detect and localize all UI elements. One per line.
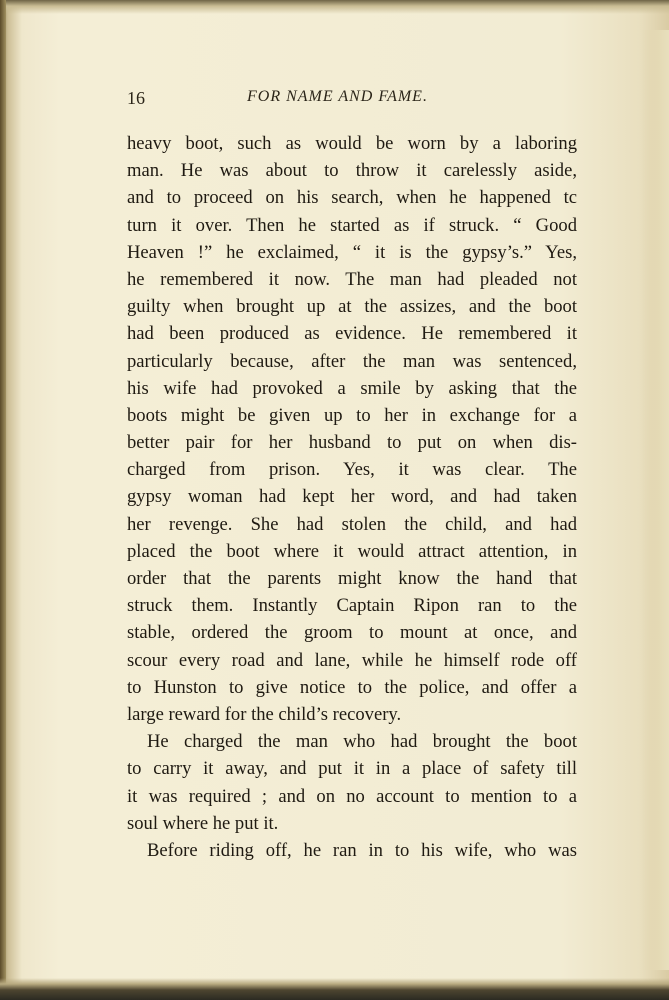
text-line: heavy boot, such as would be worn by a laboring	[127, 133, 577, 154]
text-line: turn it over. Then he started as if struck. “ Good	[127, 214, 577, 236]
text-line: scour every road and lane, while he himself rode off	[127, 649, 577, 671]
text-line: her revenge. She had stolen the child, and had	[127, 513, 577, 535]
text-line: particularly because, after the man was sentenced,	[127, 350, 577, 372]
text-line: had been produced as evidence. He remembered it	[127, 323, 577, 345]
page-header	[127, 88, 577, 116]
text-line: his wife had provoked a smile by asking that the	[127, 377, 577, 399]
text-line: and to proceed on his search, when he happened tc	[127, 187, 577, 209]
text-line: placed the boot where it would attract attention, in	[127, 540, 577, 562]
text-line: large reward for the child’s recovery.	[127, 703, 402, 725]
text-line: boots might be given up to her in exchange for a	[127, 404, 577, 426]
text-line: man. He was about to throw it carelessly aside,	[127, 160, 577, 182]
text-line: better pair for her husband to put on when dis-	[127, 432, 577, 454]
page-number: 16	[127, 88, 145, 108]
text-line: Heaven !” he exclaimed, “ it is the gypsy’s.” Yes,	[127, 241, 577, 263]
text-line: to Hunston to give notice to the police, and offer a	[127, 676, 577, 698]
text-line: soul where he put it.	[127, 812, 279, 834]
page-left-edge	[0, 0, 6, 1000]
text-line: he remembered it now. The man had pleaded not	[127, 268, 577, 290]
text-line: gypsy woman had kept her word, and had taken	[127, 486, 577, 508]
text-line: charged from prison. Yes, it was clear. The	[127, 459, 577, 481]
page-right-edge	[641, 30, 669, 970]
running-title: FOR NAME AND FAME.	[247, 88, 428, 105]
text-line: He charged the man who had brought the boot	[147, 731, 577, 753]
text-line: to carry it away, and put it in a place of safety till	[127, 758, 577, 780]
text-line: stable, ordered the groom to mount at once, and	[127, 622, 577, 644]
text-line: struck them. Instantly Captain Ripon ran to the	[127, 595, 577, 617]
text-line: order that the parents might know the hand that	[127, 568, 577, 589]
text-line: Before riding off, he ran in to his wife, who was	[147, 839, 577, 861]
text-line: it was required ; and on no account to mention to a	[127, 785, 577, 807]
text-line: guilty when brought up at the assizes, and the boot	[127, 296, 577, 318]
body-text	[127, 130, 577, 864]
